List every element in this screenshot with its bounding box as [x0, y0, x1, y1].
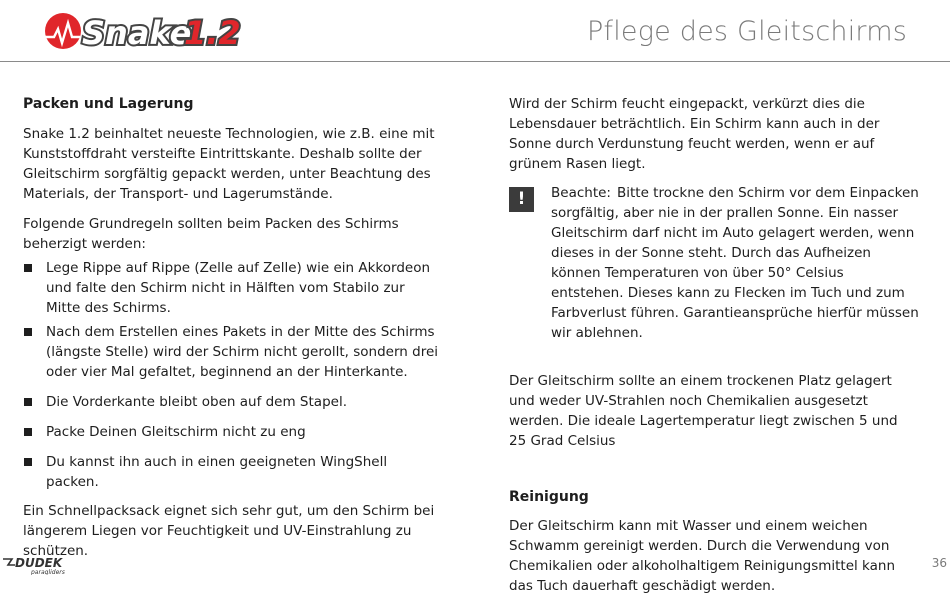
bullet-square-icon [24, 428, 32, 436]
bullet-square-icon [24, 398, 32, 406]
damp-warning-paragraph: Wird der Schirm feucht eingepackt, verkürzt dies die Lebensdauer beträchtlich. Ein Schirm kann auch in der Sonne durch Verdunstung feucht werden, wenn er auf grünem Rasen liegt. [509, 96, 880, 172]
snake-logo [44, 9, 249, 53]
outro-paragraph: Ein Schnellpacksack eignet sich sehr gut, um den Schirm bei längerem Liegen vor Feuchtigkeit und UV-Einstrahlung zu schützen. [23, 503, 435, 559]
svg-text:DUDEK: DUDEK [15, 556, 63, 570]
packing-rules-list [23, 258, 443, 492]
bullet-square-icon [24, 328, 32, 336]
intro-paragraph: Snake 1.2 beinhaltet neueste Technologien, wie z.B. eine mit Kunststoffdraht versteifte Eintrittskante. Deshalb sollte der Gleitschirm sorgfältig gepackt werden, unter Beachtung des Materials, der Transport- und Lagerumstände. [23, 126, 435, 202]
header-divider [0, 61, 950, 62]
list-item: Nach dem Erstellen eines Pakets in der Mitte des Schirms (längste Stelle) wird der Schirm nicht gerollt, sondern drei oder vier Mal gefaltet, beginnend an der Hinterkante. [23, 322, 443, 382]
rules-intro: Folgende Grundregeln sollten beim Packen des Schirms beherzigt werden: [23, 216, 399, 252]
cleaning-paragraph: Der Gleitschirm kann mit Wasser und einem weichen Schwamm gereinigt werden. Durch die Verwendung von Chemikalien oder alkoholhaltigem Reinigungsmittel kann das Tuch dauerhaft geschädigt werden. [509, 518, 896, 594]
exclamation-icon: ! [509, 187, 534, 212]
note-box [509, 183, 919, 343]
bullet-square-icon [24, 458, 32, 466]
right-column [509, 94, 919, 596]
svg-text:Snake: Snake [82, 14, 192, 52]
list-item: Die Vorderkante bleibt oben auf dem Stapel. [23, 392, 443, 412]
left-column [23, 94, 443, 561]
note-label: Beachte: [551, 185, 611, 201]
bullet-square-icon [24, 264, 32, 272]
dudek-logo [3, 555, 73, 575]
section-heading-packing: Packen und Lagerung [23, 96, 194, 112]
svg-text:1.2: 1.2 [184, 14, 241, 52]
list-item: Du kannst ihn auch in einen geeigneten WingShell packen. [23, 452, 443, 492]
section-heading-cleaning: Reinigung [509, 489, 589, 505]
list-item: Packe Deinen Gleitschirm nicht zu eng [23, 422, 443, 442]
svg-text:paragliders: paragliders [31, 569, 65, 575]
page-number: 36 [931, 556, 947, 570]
note-text: Beachte: Bitte trockne den Schirm vor dem Einpacken sorgfältig, aber nie in der prallen Sonne. Ein nasser Gleitschirm darf nicht im Auto gelagert werden, wenn dieses in der Sonne steht. Durch das Aufheizen können Temperaturen von über 50° Celsius entstehen. Dieses kann zu Flecken im Tuch und zum Farbverlust führen. Garantieansprüche hierfür müssen wir ablehnen. [551, 185, 919, 341]
list-item: Lege Rippe auf Rippe (Zelle auf Zelle) wie ein Akkordeon und falte den Schirm nicht in Hälften vom Stabilo zur Mitte des Schirms. [23, 258, 443, 318]
storage-paragraph: Der Gleitschirm sollte an einem trockenen Platz gelagert und weder UV-Strahlen noch Chemikalien ausgesetzt werden. Die ideale Lagertemperatur liegt zwischen 5 und 25 Grad Celsius [509, 373, 898, 449]
page-title: Pflege des Gleitschirms [587, 16, 907, 47]
